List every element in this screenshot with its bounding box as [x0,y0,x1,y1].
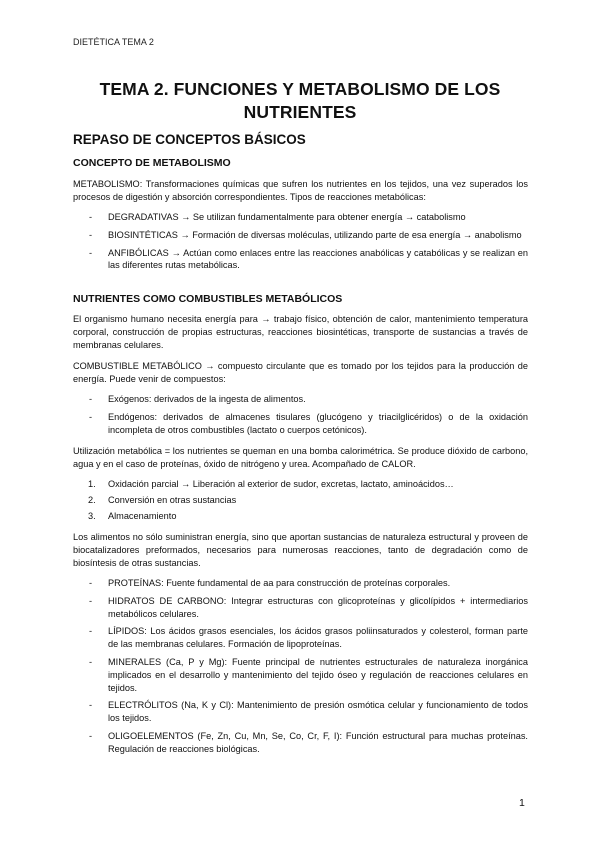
section-title: REPASO DE CONCEPTOS BÁSICOS [73,132,306,147]
bullet-marker: - [89,700,93,711]
paragraph-metabolismo: METABOLISMO: Transformaciones químicas que sufren los nutrientes en los tejidos, una vez superados los procesos de digestión y absorción correspondientes. Tipos de reacciones metabólicas: [73,179,528,202]
nutrient-list [73,577,528,761]
page-number: 1 [519,797,525,809]
bullet-marker: - [89,656,93,667]
numbered-list [73,478,528,525]
list-item: 1. Oxidación parcial → Liberación al exterior de sudor, excretas, lactato, aminoácidos… [88,479,454,489]
list-item: 2. Conversión en otras sustancias [88,494,237,505]
bullet-marker: - [89,730,93,741]
number-marker: 1. [88,479,96,489]
bullet-marker: - [89,229,93,240]
bullet-marker: - [89,411,93,422]
list-item: - ELECTRÓLITOS (Na, K y Cl): Mantenimiento de presión osmótica celular y funcionamiento de todos los tejidos. [89,700,528,724]
page-title [60,78,540,124]
title-line-1: TEMA 2. FUNCIONES Y METABOLISMO DE LOS [99,79,501,99]
paragraph-alimentos: Los alimentos no sólo suministran energía, sino que aportan sustancias de naturaleza estructural y proveen de biocatalizadores preformados, necesarios para numerosas reacciones, tanto de degradación como de biosíntesis de otras sustancias. [73,532,528,568]
bullet-marker: - [89,595,93,606]
paragraph-combustible: COMBUSTIBLE METABÓLICO → compuesto circulante que es tomado por los tejidos para la producción de energía. Puede venir de compuestos: [73,361,528,384]
number-marker: 3. [88,510,96,521]
number-marker: 2. [88,494,96,505]
bullet-marker: - [89,394,93,404]
list-item: - ANFIBÓLICAS → Actúan como enlaces entre las reacciones anabólicas y catabólicas y se realizan en las diferentes rutas metabólicas. [89,247,528,271]
list-item: - Exógenos: derivados de la ingesta de alimentos. [89,394,306,404]
list-item: - OLIGOELEMENTOS (Fe, Zn, Cu, Mn, Se, Co, Cr, F, I): Función estructural para muchas proteínas. Regulación de reacciones biológicas. [89,730,528,754]
list-item: - HIDRATOS DE CARBONO: Integrar estructuras con glicoproteínas y glicolípidos + intermediarios metabólicos celulares. [89,595,528,619]
list-item: - MINERALES (Ca, P y Mg): Fuente principal de nutrientes estructurales de naturaleza inorgánica implicados en el desarrollo y mantenimiento del tejido óseo y regulación de reacciones celulares en tejidos. [89,656,528,693]
heading-concepto-metabolismo: CONCEPTO DE METABOLISMO [73,157,231,169]
list-item: - BIOSINTÉTICAS → Formación de diversas moléculas, utilizando parte de esa energía → anabolismo [89,229,522,240]
list-item: - DEGRADATIVAS → Se utilizan fundamentalmente para obtener energía → catabolismo [89,212,466,222]
compuestos-list [73,393,528,441]
list-item: 3. Almacenamiento [88,510,177,521]
title-line-2: NUTRIENTES [243,102,357,122]
paragraph-energia: El organismo humano necesita energía para → trabajo físico, obtención de calor, mantenimiento temperatura corporal, construcción de propias estructuras, reacciones biosintéticas, transporte de sustancias a través de membranas celulares. [73,314,528,350]
running-header: DIETÉTICA TEMA 2 [73,37,154,47]
list-item: - Endógenos: derivados de almacenes tisulares (glucógeno y triacilglicéridos) o de la oxidación incompleta de otros combustibles (lactato o cuerpos cetónicos). [89,411,528,435]
bullet-marker: - [89,578,93,588]
reaction-types-list [73,211,528,277]
bullet-marker: - [89,626,93,637]
list-item: - PROTEÍNAS: Fuente fundamental de aa para construcción de proteínas corporales. [89,578,451,588]
paragraph-utilizacion: Utilización metabólica = los nutrientes se queman en una bomba calorimétrica. Se produce dióxido de carbono, agua y en el caso de proteínas, óxido de nitrógeno y urea. Acompañado de CALOR. [73,446,528,469]
list-item: - LÍPIDOS: Los ácidos grasos esenciales, los ácidos grasos poliinsaturados y colesterol, forman parte de las membranas celulares. Formación de lipoproteínas. [89,626,528,650]
bullet-marker: - [89,247,93,258]
bullet-marker: - [89,212,93,222]
heading-combustibles: NUTRIENTES COMO COMBUSTIBLES METABÓLICOS [73,293,343,305]
